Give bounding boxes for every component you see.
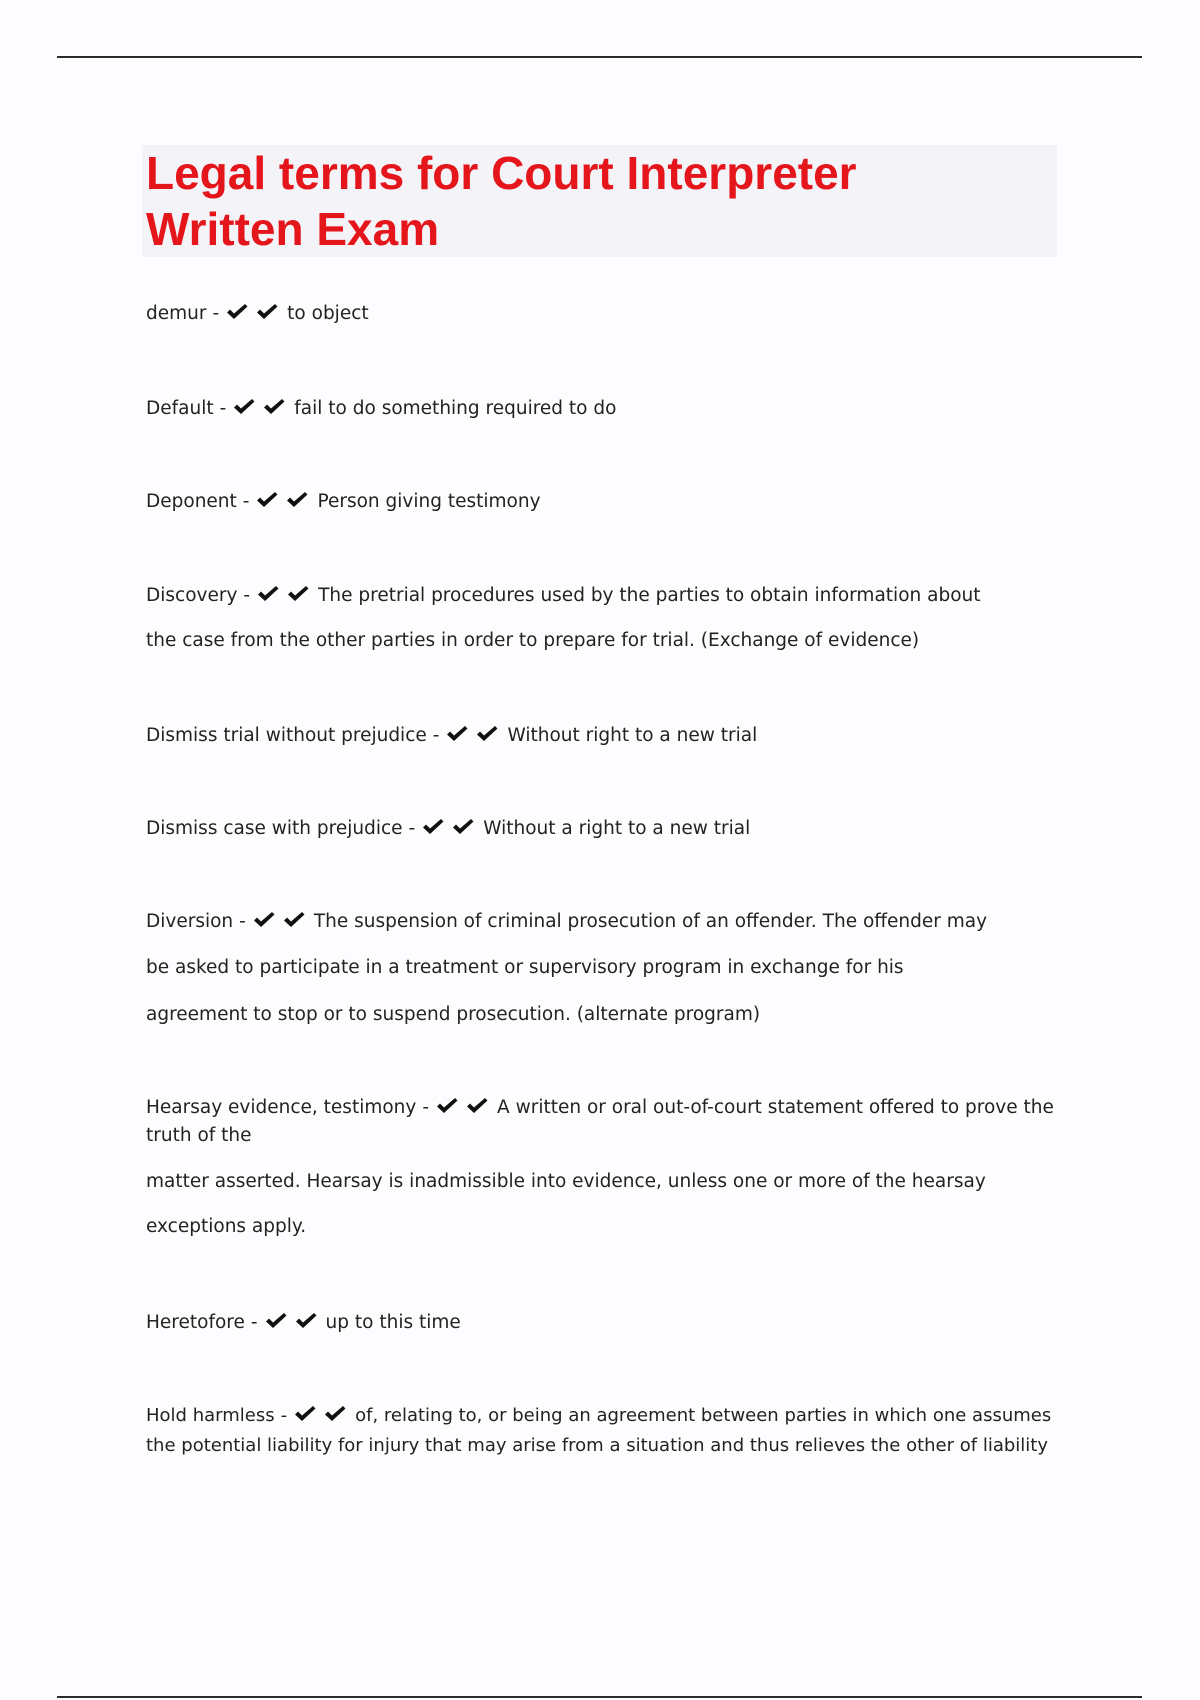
entry-separator: - xyxy=(432,725,440,746)
entry-separator: - xyxy=(219,398,227,419)
entry-term: Diversion xyxy=(146,911,234,932)
check-icon xyxy=(323,1405,347,1423)
entry-first-line xyxy=(146,725,757,746)
check-icon xyxy=(252,911,276,929)
entry-term: demur xyxy=(146,303,207,324)
entry-definition: of, relating to, or being an agreement between parties in which one assumes xyxy=(355,1405,1052,1426)
entry-definition: fail to do something required to do xyxy=(294,398,617,419)
check-icon xyxy=(256,585,280,603)
check-icon xyxy=(262,398,286,416)
check-marks xyxy=(232,398,292,419)
entry-first-line xyxy=(146,1097,1054,1118)
title-line-1: Legal terms for Court Interpreter xyxy=(146,147,857,199)
entry-separator: - xyxy=(250,1312,258,1333)
check-marks xyxy=(255,491,315,512)
entry-continuation-line: agreement to stop or to suspend prosecution. (alternate program) xyxy=(146,1004,761,1025)
entry-first-line xyxy=(146,303,369,324)
check-icon xyxy=(286,585,310,603)
entry-term: Discovery xyxy=(146,585,238,606)
entry-first-line xyxy=(146,818,750,839)
entry-continuation-line: exceptions apply. xyxy=(146,1216,307,1237)
header-rule xyxy=(57,56,1142,58)
check-marks xyxy=(264,1312,324,1333)
footer-rule xyxy=(57,1696,1142,1698)
check-icon xyxy=(421,818,445,836)
entry-term: Hearsay evidence, testimony xyxy=(146,1097,417,1118)
check-marks xyxy=(435,1097,495,1118)
entry-definition: up to this time xyxy=(325,1312,461,1333)
entry-continuation-line: the case from the other parties in order to prepare for trial. (Exchange of evidence) xyxy=(146,630,920,651)
entry-term: Deponent xyxy=(146,491,237,512)
entry-separator: - xyxy=(239,911,246,932)
entry-definition: The pretrial procedures used by the parties to obtain information about xyxy=(318,585,981,606)
entry-continuation-line: be asked to participate in a treatment or supervisory program in exchange for his xyxy=(146,957,904,978)
entry-separator: - xyxy=(242,491,250,512)
check-marks xyxy=(225,303,285,324)
entry-first-line xyxy=(146,1405,1051,1426)
entry-continuation-line: matter asserted. Hearsay is inadmissible into evidence, unless one or more of the hearsay xyxy=(146,1171,986,1192)
entry-term: Default xyxy=(146,398,214,419)
entry-definition: Person giving testimony xyxy=(317,491,541,512)
entry-continuation-line: truth of the xyxy=(146,1125,252,1146)
check-icon xyxy=(451,818,475,836)
check-icon xyxy=(225,303,249,321)
check-marks xyxy=(256,585,316,606)
entry-term: Heretofore xyxy=(146,1312,245,1333)
entry-term: Dismiss case with prejudice xyxy=(146,818,403,839)
check-marks xyxy=(252,911,312,932)
check-icon xyxy=(445,725,469,743)
check-icon xyxy=(255,491,279,509)
check-marks xyxy=(421,818,481,839)
check-icon xyxy=(293,1405,317,1423)
entry-continuation-line: the potential liability for injury that may arise from a situation and thus relieves the other of liability xyxy=(146,1435,1048,1456)
entry-definition: Without right to a new trial xyxy=(507,725,758,746)
title-line-2: Written Exam xyxy=(146,203,440,255)
check-icon xyxy=(232,398,256,416)
check-icon xyxy=(465,1097,489,1115)
entry-first-line xyxy=(146,911,987,932)
check-icon xyxy=(282,911,306,929)
entry-separator: - xyxy=(212,303,220,324)
entry-first-line xyxy=(146,398,616,419)
entry-separator: - xyxy=(408,818,416,839)
entry-separator: - xyxy=(243,585,251,606)
check-icon xyxy=(294,1312,318,1330)
check-marks xyxy=(445,725,505,746)
entry-definition: Without a right to a new trial xyxy=(483,818,751,839)
check-icon xyxy=(285,491,309,509)
check-icon xyxy=(475,725,499,743)
entry-term: Dismiss trial without prejudice xyxy=(146,725,427,746)
entry-definition: The suspension of criminal prosecution of an offender. The offender may xyxy=(313,911,988,932)
entry-term: Hold harmless xyxy=(146,1405,275,1426)
document-title xyxy=(146,145,1046,257)
entry-first-line xyxy=(146,1312,461,1333)
check-marks xyxy=(293,1405,353,1426)
entry-definition: to object xyxy=(287,303,369,324)
check-icon xyxy=(264,1312,288,1330)
entry-definition: A written or oral out-of-court statement offered to prove the xyxy=(497,1097,1054,1118)
entry-first-line xyxy=(146,585,981,606)
entry-separator: - xyxy=(280,1405,288,1426)
entry-separator: - xyxy=(422,1097,430,1118)
check-icon xyxy=(435,1097,459,1115)
entry-first-line xyxy=(146,491,541,512)
check-icon xyxy=(255,303,279,321)
